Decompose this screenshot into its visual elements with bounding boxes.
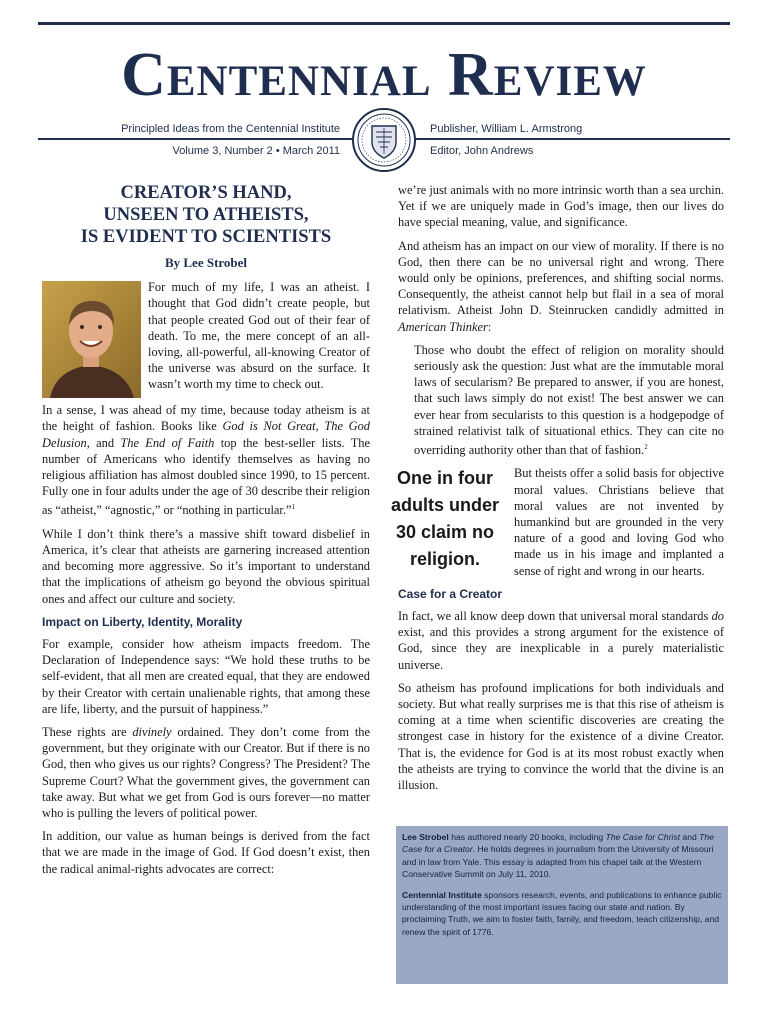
left-column xyxy=(42,182,370,884)
header-right-info xyxy=(430,121,582,160)
subheading-impact: Impact on Liberty, Identity, Morality xyxy=(42,614,243,629)
right-column xyxy=(390,182,724,800)
paragraph-7: we’re just animals with no more intrinsic worth than a sea urchin. Yet if we are uniquely made in God’s image, then our lives do have special meaning, value, and significance. xyxy=(398,183,724,230)
article-headline: CREATOR’S HAND, UNSEEN TO ATHEISTS, IS EVIDENT TO SCIENTISTS xyxy=(80,183,332,247)
editor: Editor, John Andrews xyxy=(430,145,534,157)
tagline: Principled Ideas from the Centennial Institute xyxy=(121,123,340,135)
issue-info: Volume 3, Number 2 • March 2011 xyxy=(172,145,340,157)
institute-seal-icon xyxy=(352,108,416,172)
paragraph-8: And atheism has an impact on our view of morality. If there is no God, then there can be no universal right and wrong. There would only be opinions, preferences, and shifting social norms. Consequently, the atheist cannot help but flail in a sea of moral relativism. Atheist John D. Steinrucken candidly admitted in American Thinker: xyxy=(398,238,724,334)
paragraph-3: While I don’t think there’s a massive shift toward disbelief in America, it’s clear that atheists are garnering increased attention and becoming more aggressive. So it’s important to understand that the implications of atheism go beyond the obvious spiritual ones and affect our culture and society. xyxy=(42,526,370,606)
header-left-info xyxy=(121,121,340,160)
about-sidebar xyxy=(396,826,728,984)
publisher: Publisher, William L. Armstrong xyxy=(430,123,583,135)
masthead-title: Centennial Review xyxy=(121,41,647,109)
pull-quote: One in four adults under 30 claim no religion. xyxy=(390,468,499,570)
byline: By Lee Strobel xyxy=(164,255,248,270)
block-quote: Those who doubt the effect of religion on morality should seriously ask the question: Just what are the immutable moral laws of secularism? Be prepared to answer, if you are honest, that such laws simply do not exist! The best answer we can ever hear from secularists to this question is a hodgepodge of strained relativist talk of situational ethics. They can cite no overriding authority other than that of fashion.$^2$ xyxy=(414,342,724,458)
institute-description: Centennial Institute sponsors research, events, and publications to enhance public understanding of the most important issues facing our state and nation. By proclaiming Truth, we aim to foster faith, family, and freedom, teach citizenship, and renew the spirit of 1776. xyxy=(402,889,722,937)
top-rule xyxy=(38,22,730,25)
author-bio: Lee Strobel has authored nearly 20 books, including The Case for Christ and The Case for a Creator. He holds degrees in journalism from the University of Missouri and in law from Yale. This essay is adapted from his chapel talk at the Western Conservative Summit on July 11, 2010. xyxy=(402,832,714,880)
subheading-case: Case for a Creator xyxy=(398,586,503,601)
paragraph-9: But theists offer a solid basis for objective moral values. Christians believe that moral values are not invented by humankind but are grounded in the very nature of a good and loving God who made us in his image and implanted a sense of right and wrong in our hearts. xyxy=(514,466,724,578)
author-photo xyxy=(42,281,141,398)
paragraph-2: In a sense, I was ahead of my time, because today atheism is at the height of fashion. Books like God is Not Great, The God Delusion, and The End of Faith top the best-seller lists. The number of Americans who identify themselves as having no religious affiliation has almost doubled since 1990, to 15 percent. Fully one in four adults under the age of 30 describe their religion as “atheist,” “agnostic,” or “nothing in particular.”$^1$ xyxy=(42,403,371,518)
paragraph-1: For much of my life, I was an atheist. I thought that God didn’t create people, but that people created God out of their fear of death. To me, the mere concept of an all-loving, all-powerful, all-knowing Creator of the universe was absurd on the surface. It wasn’t worth my time to check out. xyxy=(148,280,370,392)
paragraph-6: In addition, our value as human beings is derived from the fact that we are made in the image of God. If God doesn’t exist, then the radical animal-rights advocates are correct: xyxy=(42,829,370,876)
paragraph-4: For example, consider how atheism impacts freedom. The Declaration of Independence says: “We hold these truths to be self-evident, that all men are created equal, that they are endowed by their Creator with certain unalienable rights, that among these are life, liberty, and the pursuit of happiness.” xyxy=(42,636,370,716)
paragraph-11: So atheism has profound implications for both individuals and society. But what really surprises me is that this rise of atheism is coming at a time when scientific discoveries are creating the strongest case in history for the existence of a divine Creator. That is, the evidence for God is at its most robust exactly when the atheists are trying to convince the world that the divine is an illusion. xyxy=(398,680,724,793)
paragraph-5: These rights are divinely ordained. They don’t come from the government, but they originate with our Creator. But if there is no God, then who gives us our rights? Congress? The President? The Supreme Court? What the government gives, the government can take away. But what we get from God is ours forever—no matter who is pulling the levers of political power. xyxy=(42,724,370,820)
paragraph-10: In fact, we all know deep down that universal moral standards do exist, and this provides a strong argument for the existence of God, since they are inexplicable in a purely materialistic universe. xyxy=(398,609,724,672)
